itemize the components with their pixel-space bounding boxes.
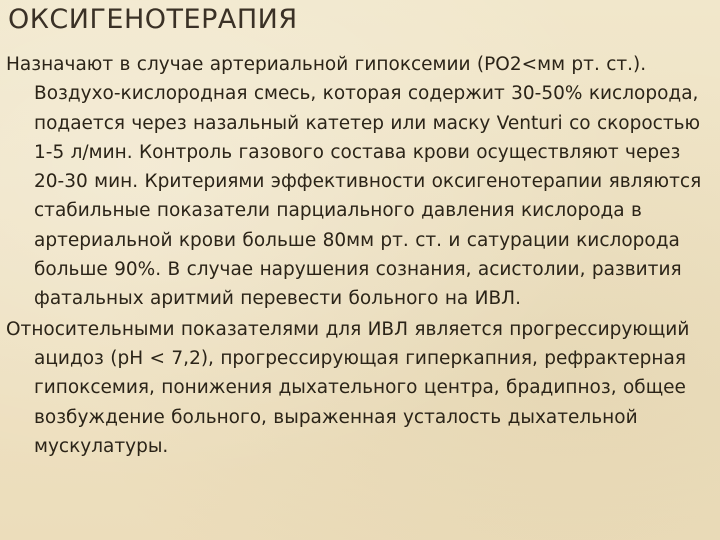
body-paragraph-oxygen-therapy: Назначают в случае артериальной гипоксемии (PO2<мм рт. ст.). Воздухо-кислородная смесь, которая содержит 30-50% кислорода, подается через назальный катетер или маску Venturi со скоростью 1-5 л/мин. Контроль газового состава крови осуществляют через 20-30 мин. Критериями эффективности оксигенотерапии являются стабильные показатели парциального давления кислорода в артериальной крови больше 80мм рт. ст. и сатурации кислорода больше 90%. В случае нарушения сознания, асистолии, развития фатальных аритмий перевести больного на ИВЛ. bbox=[6, 54, 702, 310]
slide-body bbox=[6, 50, 712, 461]
body-paragraph-ventilation-indications: Относительными показателями для ИВЛ является прогрессирующий ацидоз (pH < 7,2), прогрессирующая гиперкапния, рефрактерная гипоксемия, понижения дыхательного центра, брадипноз, общее возбуждение больного, выраженная усталость дыхательной мускулатуры. bbox=[6, 318, 690, 457]
slide-title: ОКСИГЕНОТЕРАПИЯ bbox=[8, 4, 298, 35]
